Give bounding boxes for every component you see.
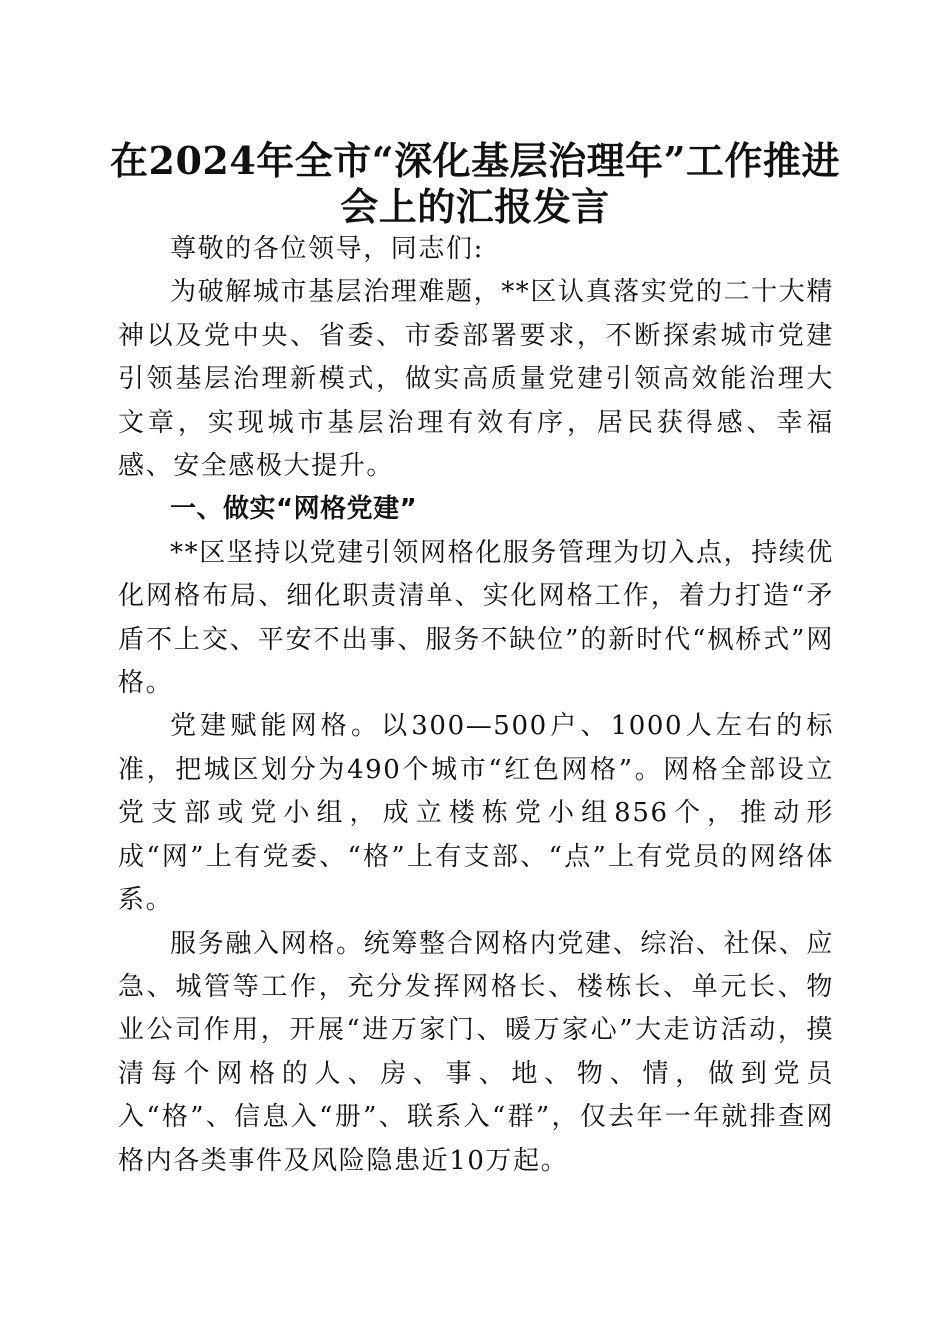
paragraph-grid-overview: **区坚持以党建引领网格化服务管理为切入点，持续优化网格布局、细化职责清单、实化网格工作，着力打造“矛盾不上交、平安不出事、服务不缺位”的新时代“枫桥式”网格。 (118, 537, 835, 699)
document-body (118, 228, 834, 1183)
section-heading-1: 一、做实“网格党建” (170, 494, 418, 525)
title-line-1: 在2024年全市“深化基层治理年”工作推进 (110, 138, 840, 183)
paragraph-party-empower-grid: 党建赋能网格。以300—500户、1000人左右的标准，把城区划分为490个城市“红色网格”。网格全部设立党支部或党小组，成立楼栋党小组856个，推动形成“网”上有党委、“格”上有支部、“点”上有党员的网络体系。 (118, 711, 834, 916)
greeting: 尊敬的各位领导，同志们: (170, 234, 484, 264)
title-line-2: 会上的汇报发言 (340, 184, 610, 229)
paragraph-intro: 为破解城市基层治理难题，**区认真落实党的二十大精神以及党中央、省委、市委部署要求，不断探索城市党建引领基层治理新模式，做实高质量党建引领高效能治理大文章，实现城市基层治理有效有序，居民获得感、幸福感、安全感极大提升。 (118, 277, 835, 482)
paragraph-service-into-grid: 服务融入网格。统筹整合网格内党建、综治、社保、应急、城管等工作，充分发挥网格长、楼栋长、单元长、物业公司作用，开展“进万家门、暖万家心”大走访活动，摸清每个网格的人、房、事、地、物、情，做到党员入“格”、信息入“册”、联系入“群”，仅去年一年就排查网格内各类事件及风险隐患近10万起。 (118, 928, 834, 1176)
document-title (100, 138, 850, 230)
